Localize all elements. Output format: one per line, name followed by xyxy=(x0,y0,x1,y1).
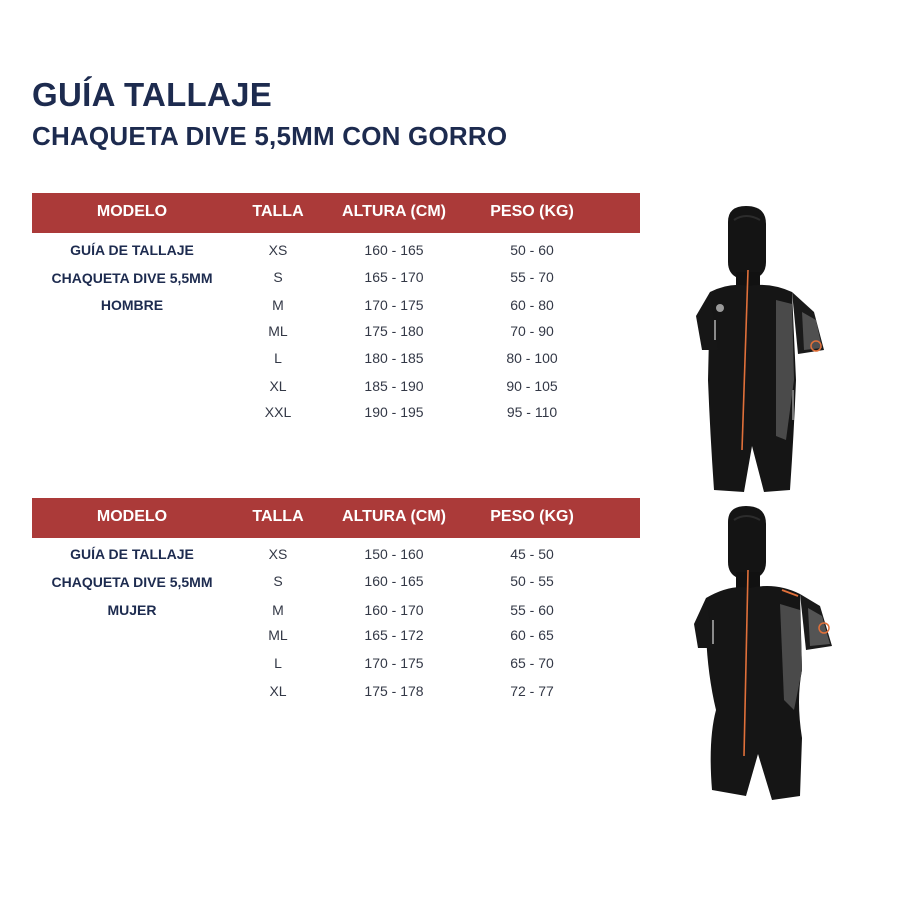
men-peso-cell: 70 - 90 xyxy=(510,323,554,339)
table-row xyxy=(32,600,640,620)
women-model-line-3: MUJER xyxy=(107,602,157,618)
women-peso-cell: 55 - 60 xyxy=(510,602,554,618)
men-header-peso: PESO (KG) xyxy=(490,203,574,220)
men-altura-cell: 190 - 195 xyxy=(364,404,424,420)
women-altura-cell: 165 - 172 xyxy=(364,627,424,643)
men-peso-cell: 60 - 80 xyxy=(510,297,554,313)
women-header-peso: PESO (KG) xyxy=(490,508,574,525)
women-altura-cell: 160 - 170 xyxy=(364,602,424,618)
men-wetsuit-image xyxy=(690,200,830,500)
page-title: GUÍA TALLAJE xyxy=(32,76,273,113)
women-talla-cell: L xyxy=(274,655,282,671)
women-table-header xyxy=(32,498,640,538)
women-wetsuit-image xyxy=(690,500,840,810)
men-talla-cell: ML xyxy=(268,323,288,339)
women-model-line-2: CHAQUETA DIVE 5,5MM xyxy=(51,574,213,590)
women-header-altura: ALTURA (CM) xyxy=(342,508,446,525)
men-peso-cell: 50 - 60 xyxy=(510,242,554,258)
men-peso-cell: 95 - 110 xyxy=(506,404,558,420)
women-talla-cell: M xyxy=(272,602,284,618)
table-row xyxy=(32,295,640,315)
women-altura-cell: 170 - 175 xyxy=(364,655,424,671)
men-talla-cell: XXL xyxy=(264,404,292,420)
men-altura-cell: 185 - 190 xyxy=(364,378,424,394)
women-header-talla: TALLA xyxy=(252,508,304,525)
women-model-line-1: GUÍA DE TALLAJE xyxy=(70,546,194,562)
women-altura-cell: 150 - 160 xyxy=(364,546,424,562)
men-altura-cell: 175 - 180 xyxy=(364,323,424,339)
table-row xyxy=(32,402,640,422)
table-row xyxy=(32,544,640,564)
men-header-talla: TALLA xyxy=(252,203,304,220)
men-altura-cell: 180 - 185 xyxy=(364,350,424,366)
women-peso-cell: 60 - 65 xyxy=(510,627,554,643)
men-talla-cell: M xyxy=(272,297,284,313)
men-model-line-1: GUÍA DE TALLAJE xyxy=(70,242,194,258)
women-peso-cell: 72 - 77 xyxy=(510,683,554,699)
women-peso-cell: 50 - 55 xyxy=(510,573,554,589)
table-row xyxy=(32,348,640,368)
women-peso-cell: 45 - 50 xyxy=(510,546,554,562)
women-header-modelo: MODELO xyxy=(96,508,168,525)
page-subtitle: CHAQUETA DIVE 5,5MM CON GORRO xyxy=(32,121,508,151)
men-talla-cell: S xyxy=(273,269,283,285)
men-peso-cell: 90 - 105 xyxy=(506,378,558,394)
men-model-line-3: HOMBRE xyxy=(100,297,164,313)
men-talla-cell: L xyxy=(274,350,282,366)
table-row xyxy=(32,376,640,396)
table-row xyxy=(32,240,640,260)
women-peso-cell: 65 - 70 xyxy=(510,655,554,671)
table-row xyxy=(32,625,640,645)
table-row xyxy=(32,681,640,701)
women-talla-cell: XL xyxy=(269,683,287,699)
women-talla-cell: S xyxy=(273,573,283,589)
men-peso-cell: 80 - 100 xyxy=(506,350,558,366)
table-row xyxy=(32,321,640,341)
women-altura-cell: 175 - 178 xyxy=(364,683,424,699)
table-row xyxy=(32,653,640,673)
men-talla-cell: XL xyxy=(269,378,287,394)
men-header-altura: ALTURA (CM) xyxy=(342,203,446,220)
men-altura-cell: 170 - 175 xyxy=(364,297,424,313)
women-talla-cell: ML xyxy=(268,627,288,643)
men-talla-cell: XS xyxy=(268,242,288,258)
men-header-modelo: MODELO xyxy=(96,203,168,220)
women-altura-cell: 160 - 165 xyxy=(364,573,424,589)
table-row xyxy=(32,267,640,287)
men-altura-cell: 160 - 165 xyxy=(364,242,424,258)
table-row xyxy=(32,571,640,591)
men-table-header xyxy=(32,193,640,233)
men-altura-cell: 165 - 170 xyxy=(364,269,424,285)
men-peso-cell: 55 - 70 xyxy=(510,269,554,285)
men-model-line-2: CHAQUETA DIVE 5,5MM xyxy=(51,270,213,286)
women-talla-cell: XS xyxy=(268,546,288,562)
